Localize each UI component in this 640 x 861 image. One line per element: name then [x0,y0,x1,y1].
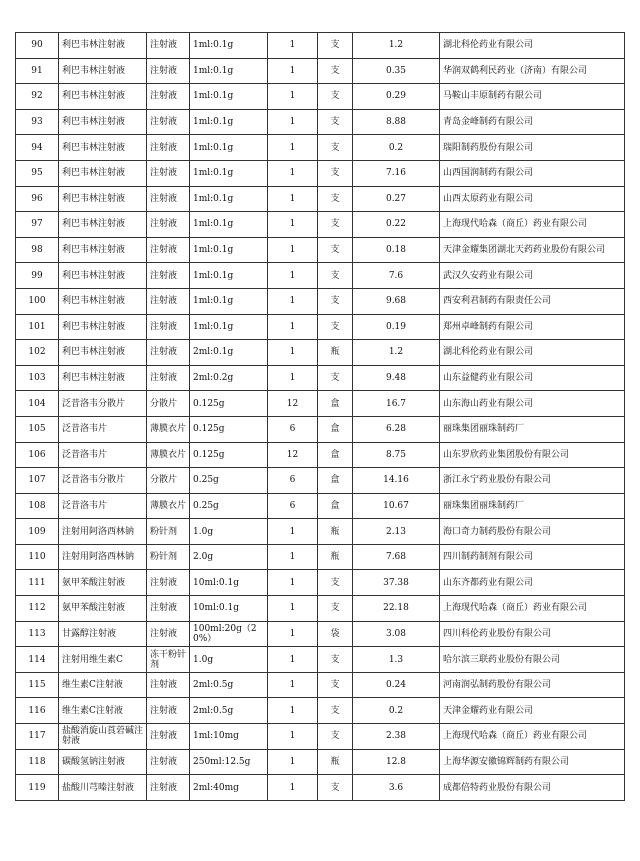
table-row [16,775,625,801]
table-row [16,570,625,596]
pack-quantity-cell: 6 [268,468,318,494]
row-number-cell: 106 [16,442,59,468]
dosage-form-cell: 注射液 [147,365,190,391]
price-cell: 7.16 [353,160,440,186]
unit-cell: 支 [318,596,353,622]
table-row [16,135,625,161]
pack-quantity-cell: 1 [268,544,318,570]
manufacturer-cell: 马鞍山丰原制药有限公司 [440,84,625,110]
manufacturer-cell: 瑞阳制药股份有限公司 [440,135,625,161]
drug-name-cell: 利巴韦林注射液 [59,212,147,238]
specification-cell: 2ml:0.5g [190,698,268,724]
specification-cell: 0.25g [190,493,268,519]
drug-name-cell: 利巴韦林注射液 [59,314,147,340]
unit-cell: 瓶 [318,749,353,775]
drug-name-cell: 利巴韦林注射液 [59,84,147,110]
unit-cell: 支 [318,109,353,135]
manufacturer-cell: 哈尔滨三联药业股份有限公司 [440,647,625,673]
pack-quantity-cell: 1 [268,672,318,698]
row-number-cell: 97 [16,212,59,238]
specification-cell: 10ml:0.1g [190,596,268,622]
specification-cell: 2ml:0.2g [190,365,268,391]
table-row [16,672,625,698]
unit-cell: 支 [318,263,353,289]
row-number-cell: 105 [16,416,59,442]
drug-name-cell: 利巴韦林注射液 [59,365,147,391]
manufacturer-cell: 上海现代哈森（商丘）药业有限公司 [440,724,625,750]
unit-cell: 瓶 [318,519,353,545]
table-row [16,749,625,775]
row-number-cell: 99 [16,263,59,289]
manufacturer-cell: 上海华源安徽锦辉制药有限公司 [440,749,625,775]
unit-cell: 支 [318,186,353,212]
pack-quantity-cell: 1 [268,340,318,366]
dosage-form-cell: 注射液 [147,109,190,135]
dosage-form-cell: 分散片 [147,391,190,417]
price-cell: 8.75 [353,442,440,468]
unit-cell: 瓶 [318,340,353,366]
table-row [16,493,625,519]
unit-cell: 支 [318,33,353,59]
pack-quantity-cell: 1 [268,84,318,110]
pack-quantity-cell: 1 [268,596,318,622]
specification-cell: 1ml:0.1g [190,109,268,135]
manufacturer-cell: 上海现代哈森（商丘）药业有限公司 [440,212,625,238]
unit-cell: 支 [318,314,353,340]
price-cell: 0.29 [353,84,440,110]
drug-name-cell: 注射用阿洛西林钠 [59,544,147,570]
unit-cell: 盒 [318,493,353,519]
dosage-form-cell: 注射液 [147,135,190,161]
pack-quantity-cell: 1 [268,647,318,673]
unit-cell: 瓶 [318,544,353,570]
row-number-cell: 109 [16,519,59,545]
price-cell: 16.7 [353,391,440,417]
manufacturer-cell: 山西国润制药有限公司 [440,160,625,186]
pack-quantity-cell: 6 [268,416,318,442]
row-number-cell: 115 [16,672,59,698]
specification-cell: 2.0g [190,544,268,570]
drug-name-cell: 利巴韦林注射液 [59,160,147,186]
price-cell: 10.67 [353,493,440,519]
row-number-cell: 111 [16,570,59,596]
row-number-cell: 95 [16,160,59,186]
drug-name-cell: 利巴韦林注射液 [59,186,147,212]
dosage-form-cell: 注射液 [147,58,190,84]
drug-name-cell: 利巴韦林注射液 [59,340,147,366]
specification-cell: 1ml:0.1g [190,314,268,340]
dosage-form-cell: 注射液 [147,314,190,340]
unit-cell: 支 [318,212,353,238]
dosage-form-cell: 注射液 [147,724,190,750]
unit-cell: 支 [318,135,353,161]
dosage-form-cell: 薄膜衣片 [147,416,190,442]
manufacturer-cell: 武汉久安药业有限公司 [440,263,625,289]
specification-cell: 1ml:0.1g [190,186,268,212]
specification-cell: 0.125g [190,416,268,442]
pack-quantity-cell: 1 [268,135,318,161]
specification-cell: 1ml:10mg [190,724,268,750]
specification-cell: 1.0g [190,519,268,545]
dosage-form-cell: 注射液 [147,84,190,110]
unit-cell: 支 [318,672,353,698]
table-row [16,365,625,391]
price-cell: 0.19 [353,314,440,340]
dosage-form-cell: 注射液 [147,33,190,59]
specification-cell: 1.0g [190,647,268,673]
row-number-cell: 91 [16,58,59,84]
row-number-cell: 112 [16,596,59,622]
table-row [16,340,625,366]
table-row [16,416,625,442]
manufacturer-cell: 上海现代哈森（商丘）药业有限公司 [440,596,625,622]
drug-name-cell: 利巴韦林注射液 [59,288,147,314]
pack-quantity-cell: 1 [268,749,318,775]
manufacturer-cell: 丽珠集团丽珠制药厂 [440,493,625,519]
manufacturer-cell: 山东益健药业有限公司 [440,365,625,391]
pack-quantity-cell: 1 [268,33,318,59]
manufacturer-cell: 郑州卓峰制药有限公司 [440,314,625,340]
drug-name-cell: 甘露醇注射液 [59,621,147,647]
row-number-cell: 118 [16,749,59,775]
table-row [16,33,625,59]
drug-name-cell: 盐酸川芎嗪注射液 [59,775,147,801]
pack-quantity-cell: 1 [268,160,318,186]
drug-name-cell: 泛昔洛韦片 [59,442,147,468]
price-cell: 3.08 [353,621,440,647]
dosage-form-cell: 注射液 [147,570,190,596]
manufacturer-cell: 山东罗欣药业集团股份有限公司 [440,442,625,468]
unit-cell: 支 [318,288,353,314]
row-number-cell: 116 [16,698,59,724]
pack-quantity-cell: 1 [268,519,318,545]
drug-name-cell: 泛昔洛韦分散片 [59,468,147,494]
pack-quantity-cell: 1 [268,621,318,647]
unit-cell: 盒 [318,468,353,494]
manufacturer-cell: 西安利君制药有限责任公司 [440,288,625,314]
specification-cell: 1ml:0.1g [190,288,268,314]
manufacturer-cell: 河南润弘制药股份有限公司 [440,672,625,698]
table-row [16,212,625,238]
table-row [16,160,625,186]
price-cell: 0.2 [353,698,440,724]
price-cell: 0.22 [353,212,440,238]
specification-cell: 1ml:0.1g [190,160,268,186]
price-cell: 0.35 [353,58,440,84]
row-number-cell: 103 [16,365,59,391]
drug-name-cell: 利巴韦林注射液 [59,33,147,59]
price-cell: 0.24 [353,672,440,698]
pack-quantity-cell: 1 [268,263,318,289]
pack-quantity-cell: 1 [268,212,318,238]
pack-quantity-cell: 1 [268,58,318,84]
drug-name-cell: 泛昔洛韦片 [59,493,147,519]
drug-name-cell: 利巴韦林注射液 [59,237,147,263]
row-number-cell: 92 [16,84,59,110]
price-cell: 7.6 [353,263,440,289]
unit-cell: 支 [318,647,353,673]
price-cell: 8.88 [353,109,440,135]
price-cell: 37.38 [353,570,440,596]
specification-cell: 100ml:20g（20%） [190,621,268,647]
drug-price-table [15,32,625,801]
specification-cell: 1ml:0.1g [190,237,268,263]
row-number-cell: 107 [16,468,59,494]
specification-cell: 0.125g [190,442,268,468]
row-number-cell: 98 [16,237,59,263]
dosage-form-cell: 注射液 [147,749,190,775]
price-cell: 12.8 [353,749,440,775]
row-number-cell: 101 [16,314,59,340]
specification-cell: 2ml:0.5g [190,672,268,698]
dosage-form-cell: 注射液 [147,212,190,238]
price-cell: 9.48 [353,365,440,391]
unit-cell: 支 [318,698,353,724]
manufacturer-cell: 湖北科伦药业有限公司 [440,340,625,366]
row-number-cell: 114 [16,647,59,673]
price-cell: 9.68 [353,288,440,314]
unit-cell: 支 [318,570,353,596]
dosage-form-cell: 薄膜衣片 [147,493,190,519]
unit-cell: 支 [318,160,353,186]
drug-name-cell: 碳酸氢钠注射液 [59,749,147,775]
price-cell: 14.16 [353,468,440,494]
specification-cell: 1ml:0.1g [190,263,268,289]
price-cell: 1.3 [353,647,440,673]
manufacturer-cell: 浙江永宁药业股份有限公司 [440,468,625,494]
row-number-cell: 113 [16,621,59,647]
pack-quantity-cell: 1 [268,775,318,801]
pack-quantity-cell: 1 [268,570,318,596]
pack-quantity-cell: 1 [268,698,318,724]
price-cell: 22.18 [353,596,440,622]
drug-name-cell: 氨甲苯酸注射液 [59,596,147,622]
manufacturer-cell: 丽珠集团丽珠制药厂 [440,416,625,442]
table-row [16,596,625,622]
row-number-cell: 108 [16,493,59,519]
drug-name-cell: 泛昔洛韦分散片 [59,391,147,417]
dosage-form-cell: 薄膜衣片 [147,442,190,468]
table-row [16,314,625,340]
price-cell: 6.28 [353,416,440,442]
row-number-cell: 104 [16,391,59,417]
specification-cell: 0.125g [190,391,268,417]
pack-quantity-cell: 1 [268,237,318,263]
price-cell: 2.13 [353,519,440,545]
drug-name-cell: 维生素C注射液 [59,672,147,698]
drug-name-cell: 盐酸消旋山莨菪碱注射液 [59,724,147,750]
dosage-form-cell: 注射液 [147,340,190,366]
dosage-form-cell: 注射液 [147,698,190,724]
price-cell: 1.2 [353,33,440,59]
unit-cell: 盒 [318,442,353,468]
unit-cell: 支 [318,84,353,110]
dosage-form-cell: 注射液 [147,237,190,263]
table-row [16,724,625,750]
table-row [16,442,625,468]
unit-cell: 支 [318,775,353,801]
table-body [16,33,625,801]
specification-cell: 2ml:40mg [190,775,268,801]
row-number-cell: 96 [16,186,59,212]
pack-quantity-cell: 1 [268,186,318,212]
manufacturer-cell: 四川科伦药业股份有限公司 [440,621,625,647]
manufacturer-cell: 天津金耀集团湖北天药药业股份有限公司 [440,237,625,263]
dosage-form-cell: 冻干粉针剂 [147,647,190,673]
pack-quantity-cell: 1 [268,365,318,391]
dosage-form-cell: 分散片 [147,468,190,494]
unit-cell: 盒 [318,391,353,417]
table-row [16,288,625,314]
drug-name-cell: 氨甲苯酸注射液 [59,570,147,596]
dosage-form-cell: 粉针剂 [147,544,190,570]
table-row [16,621,625,647]
row-number-cell: 119 [16,775,59,801]
table-row [16,468,625,494]
table-row [16,544,625,570]
pack-quantity-cell: 1 [268,288,318,314]
price-cell: 1.2 [353,340,440,366]
dosage-form-cell: 注射液 [147,596,190,622]
table-row [16,698,625,724]
specification-cell: 1ml:0.1g [190,84,268,110]
row-number-cell: 110 [16,544,59,570]
pack-quantity-cell: 1 [268,109,318,135]
manufacturer-cell: 天津金耀药业有限公司 [440,698,625,724]
unit-cell: 支 [318,724,353,750]
manufacturer-cell: 四川制药制剂有限公司 [440,544,625,570]
table-row [16,186,625,212]
specification-cell: 0.25g [190,468,268,494]
price-cell: 0.27 [353,186,440,212]
manufacturer-cell: 青岛金峰制药有限公司 [440,109,625,135]
unit-cell: 袋 [318,621,353,647]
price-cell: 0.2 [353,135,440,161]
pack-quantity-cell: 12 [268,442,318,468]
drug-name-cell: 维生素C注射液 [59,698,147,724]
price-cell: 0.18 [353,237,440,263]
table-row [16,647,625,673]
drug-name-cell: 泛昔洛韦片 [59,416,147,442]
dosage-form-cell: 注射液 [147,263,190,289]
manufacturer-cell: 山东齐都药业有限公司 [440,570,625,596]
dosage-form-cell: 注射液 [147,775,190,801]
manufacturer-cell: 成都倍特药业股份有限公司 [440,775,625,801]
manufacturer-cell: 海口奇力制药股份有限公司 [440,519,625,545]
manufacturer-cell: 山东海山药业有限公司 [440,391,625,417]
pack-quantity-cell: 1 [268,314,318,340]
table-row [16,263,625,289]
drug-name-cell: 注射用阿洛西林钠 [59,519,147,545]
specification-cell: 1ml:0.1g [190,135,268,161]
table-row [16,519,625,545]
table-row [16,237,625,263]
table-row [16,58,625,84]
unit-cell: 支 [318,58,353,84]
dosage-form-cell: 注射液 [147,672,190,698]
manufacturer-cell: 山西太原药业有限公司 [440,186,625,212]
specification-cell: 250ml:12.5g [190,749,268,775]
dosage-form-cell: 注射液 [147,288,190,314]
unit-cell: 支 [318,237,353,263]
dosage-form-cell: 注射液 [147,160,190,186]
pack-quantity-cell: 12 [268,391,318,417]
row-number-cell: 117 [16,724,59,750]
drug-name-cell: 利巴韦林注射液 [59,135,147,161]
pack-quantity-cell: 1 [268,724,318,750]
row-number-cell: 100 [16,288,59,314]
table-row [16,109,625,135]
specification-cell: 1ml:0.1g [190,58,268,84]
dosage-form-cell: 注射液 [147,186,190,212]
row-number-cell: 94 [16,135,59,161]
specification-cell: 1ml:0.1g [190,212,268,238]
price-cell: 2.38 [353,724,440,750]
drug-name-cell: 注射用维生素C [59,647,147,673]
specification-cell: 10ml:0.1g [190,570,268,596]
price-cell: 7.68 [353,544,440,570]
unit-cell: 盒 [318,416,353,442]
row-number-cell: 102 [16,340,59,366]
manufacturer-cell: 湖北科伦药业有限公司 [440,33,625,59]
drug-name-cell: 利巴韦林注射液 [59,263,147,289]
row-number-cell: 93 [16,109,59,135]
drug-name-cell: 利巴韦林注射液 [59,58,147,84]
drug-name-cell: 利巴韦林注射液 [59,109,147,135]
manufacturer-cell: 华润双鹤利民药业（济南）有限公司 [440,58,625,84]
table-row [16,84,625,110]
pack-quantity-cell: 6 [268,493,318,519]
table-row [16,391,625,417]
specification-cell: 2ml:0.1g [190,340,268,366]
specification-cell: 1ml:0.1g [190,33,268,59]
row-number-cell: 90 [16,33,59,59]
price-cell: 3.6 [353,775,440,801]
dosage-form-cell: 粉针剂 [147,519,190,545]
dosage-form-cell: 注射液 [147,621,190,647]
unit-cell: 支 [318,365,353,391]
